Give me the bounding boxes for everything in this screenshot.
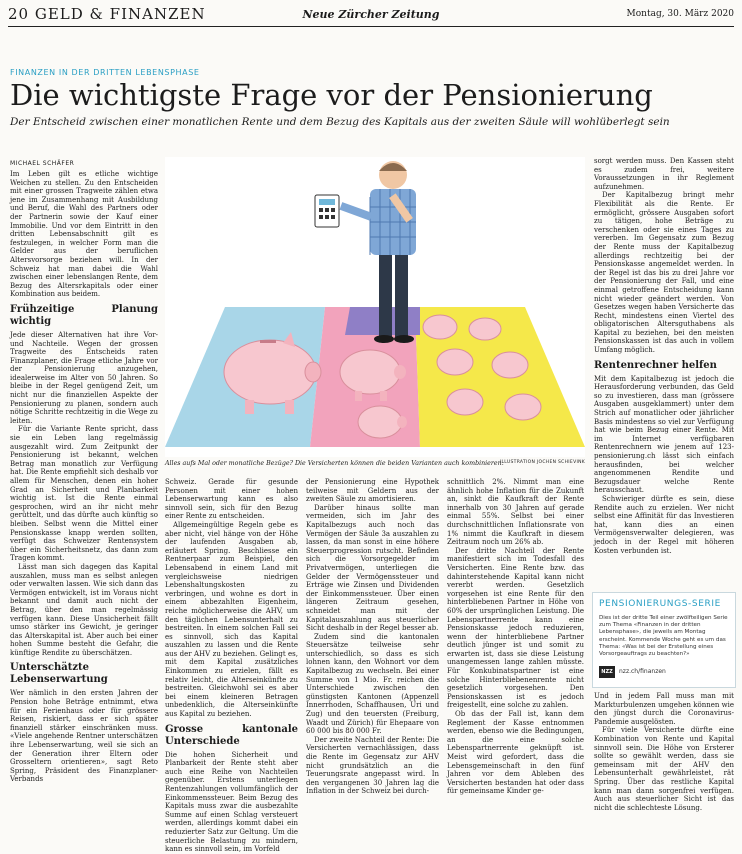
article-author: MICHAEL SCHÄFER xyxy=(10,160,75,167)
column-4 xyxy=(447,478,584,796)
paragraph: Darüber hinaus sollte man vermeiden, sich im Jahr des Kapitalbezugs auch noch das Vermögen der Säule 3a auszahlen zu lassen, da man sonst in eine höhere Steuerprogression rutscht. Befinden sich die Vorsorgegelder im Privatvermögen, unterliegen die Gelder der Vermögenssteuer und Erträge wie Zinsen und Dividenden der Einkommenssteuer. Über einen längeren Zeitraum gesehen, schneidet man mit der Kapitalauszahlung aus steuerlicher Sicht deshalb in der Regel besser ab. xyxy=(306,503,439,633)
series-link[interactable]: nzz.ch/finanzen xyxy=(619,668,666,675)
section-title: 20 GELD & FINANZEN xyxy=(8,5,206,23)
series-title: PENSIONIERUNGS-SERIE xyxy=(599,599,721,609)
paragraph: Der dritte Nachteil der Rente manifestiert sich im Todesfall des Versicherten. Eine Rente bzw. das dahinterstehende Kapital kann nicht vererbt werden. Gesetzlich vorgesehen ist eine Rente für den hinterbliebenen Partner in Höhe von 60% der ursprünglichen Leistung. Die Lebenspartnerrente kann eine Pensionskasse jedoch reduzieren, wenn der hinterbliebene Partner deutlich jünger ist und somit zu erwarten ist, dass sie diese Leistung unangemessen lange zahlen müsste. Für Konkubinatspartner ist eine solche Hinterbliebenenrente nicht gesetzlich vorgesehen. Den Pensionskassen ist es jedoch freigestellt, eine solche zu zahlen. xyxy=(447,546,584,710)
paragraph: Allgemeingültige Regeln gebe es aber nicht, viel hänge von der Höhe der laufenden Ausgaben ab, erläutert Spring. Beschliesse ein Rentnerpaar zum Beispiel, den Lebensabend in einem Land mit vergleichsweise niedrigen Lebenshaltungskosten zu verbringen, und wohne es dort in einem abbezahlten Eigenheim, reiche möglicherweise die AHV, um den täglichen Lebensunterhalt zu bestreiten. In einem solchen Fall sei es sinnvoll, sich das Kapital auszahlen zu lassen und die Rente aus der AHV zu beziehen. Gelingt es, mit dem Kapital zusätzliches Einkommen zu erzielen, fällt es relativ leicht, die Alterseinkünfte zu bestreiten. Gleichwohl sei es aber bei einem kleineren Betragen unbedenklich, die Alterseinkünfte aus Kapital zu beziehen. xyxy=(165,520,298,719)
column-5-continued xyxy=(594,692,734,812)
paragraph: schnittlich 2%. Nimmt man eine ähnlich hohe Inflation für die Zukunft an, sinkt die Kaufkraft der Rente innerhalb von 30 Jahren auf gerade einmal 55%. Selbst bei einer durchschnittlichen Inflationsrate von 1% nimmt die Kaufkraft in diesem Zeitraum noch um 26% ab. xyxy=(447,478,584,547)
paragraph: Jede dieser Alternativen hat ihre Vor- und Nachteile. Wegen der grossen Tragweite des Entscheids raten Finanzplaner, die Frage etliche Jahre vor der Pensionierung anzugehen, idealerweise im Alter von 50 Jahren. So bleibe in der Regel genügend Zeit, um nicht nur die finanziellen Aspekte der Pensionierung zu planen, sondern auch nötige Schritte rechtzeitig in die Wege zu leiten. xyxy=(10,330,158,425)
paragraph: Der zweite Nachteil der Rente: Die Versicherten vernachlässigen, dass die Rente im Gegensatz zur AHV nicht grundsätzlich an die Teuerungsrate angepasst wird. In den vergangenen 30 Jahren lag die Inflation in der Schweiz bei durch- xyxy=(306,735,439,796)
figure-credit: ILLUSTRATION JOCHEN SCHIEVINK xyxy=(499,460,585,465)
paragraph: Und in jedem Fall muss man mit Markturbulenzen umgehen können wie den jüngst durch die Coronavirus-Pandemie ausgelösten. xyxy=(594,692,734,726)
article-headline: Die wichtigste Frage vor der Pensionierung xyxy=(10,78,653,112)
paragraph: Für viele Versicherte dürfte eine Kombination von Rente und Kapital sinnvoll sein. Die Höhe von Ersterer sollte so gewählt werden, dass sie gemeinsam mit der AHV den Lebensunterhalt gewährleistet, rät Spring. Über das restliche Kapital kann man dann sorgenfrei verfügen. Auch aus steuerlicher Sicht ist das nicht die schlechteste Lösung. xyxy=(594,726,734,812)
subheading: Rentenrechner helfen xyxy=(594,359,717,371)
paragraph: Mit dem Kapitalbezug ist jedoch die Herausforderung verbunden, das Geld so zu investieren, dass man (grössere Ausgaben ausgeklammert) unter dem Strich auf monatlicher oder jährlicher Basis mindestens so viel zur Verfügung hat wie beim Bezug einer Rente. Mit im Internet verfügbaren Rentenrechnern wie jenem auf 123-pensionierung.ch lässt sich einfach herausfinden, bei welcher angenommenen Rendite und Bezugsdauer welche Rente herausschaut. xyxy=(594,374,734,495)
column-1 xyxy=(10,170,158,790)
subheading: Unterschätzte Lebenserwartung xyxy=(10,662,108,686)
masthead: Neue Zürcher Zeitung xyxy=(302,8,440,21)
paragraph: sorgt werden muss. Den Kassen steht es zudem frei, weitere Voraussetzungen in ihr Reglement aufzunehmen. xyxy=(594,157,734,191)
paragraph: Ob das der Fall ist, kann dem Reglement der Kasse entnommen werden, ebenso wie die Bedingungen, an die eine solche Lebenspartnerrente geknüpft ist. Meist wird gefordert, dass die Lebensgemeinschaft in den fünf Jahren vor dem Ableben des Versicherten bestanden hat oder dass für gemeinsame Kinder ge- xyxy=(447,710,584,796)
nzz-logo: NZZ xyxy=(599,666,615,678)
paragraph: Der Kapitalbezug bringt mehr Flexibilität als die Rente. Er ermöglicht, grössere Ausgaben sofort zu tätigen, hohe Beträge zu verschenken oder sie eines Tages zu vererben. Im Gegensatz zum Bezug der Rente muss der Kapitalbezug allerdings rechtzeitig bei der Pensionskasse angemeldet werden. In der Regel ist das bis zu drei Jahre vor der Pensionierung der Fall, und eine einmal getroffene Entscheidung kann nicht wieder geändert werden. Von Gesetzes wegen haben Versicherte das Recht, mindestens einen Viertel des obligatorischen Altersguthabens als Kapital zu beziehen, bei den meisten Pensionskassen ist das auch in vollem Umfang möglich. xyxy=(594,191,734,355)
article-illustration xyxy=(165,157,585,457)
column-5 xyxy=(594,157,734,587)
article-lead: Der Entscheid zwischen einer monatlichen Rente und dem Bezug des Kapitals aus der zweiten Säule will wohlüberlegt sein xyxy=(10,116,670,128)
column-2 xyxy=(165,478,298,854)
column-3 xyxy=(306,478,439,796)
page-header xyxy=(8,4,734,27)
paragraph: Im Leben gilt es etliche wichtige Weichen zu stellen. Zu den Entscheiden mit einer grossen Tragweite zählen etwa jene im Zusammenhang mit Ausbildung und Beruf, die Wahl des Partners oder der Partnerin sowie der Kauf einer Immobilie. Und vor dem Eintritt in den dritten Lebensabschnitt gilt es festzulegen, in welcher Form man die Gelder aus der beruflichen Altersvorsorge beziehen will. In der Schweiz hat man dabei die Wahl zwischen einer lebenslangen Rente, dem Bezug des Altersrkapitals oder einer Kombination aus beidem. xyxy=(10,170,158,299)
paragraph: Die hohen Sicherheit und Planbarkeit der Rente steht aber auch eine Reihe von Nachteilen gegenüber. Erstens unterliegen Rentenzahlungen vollumfänglich der Einkommenssteuer. Beim Bezug des Kapitals muss zwar die ausbezahlte Summe auf einen Schlag versteuert werden, allerdings kommt dabei ein reduzierter Satz zur Geltung. Um die steuerliche Belastung zu mindern, kann es sinnvoll sein, im Vorfeld xyxy=(165,750,298,854)
paragraph: Schwieriger dürfte es sein, diese Rendite auch zu erzielen. Wer nicht selbst eine Affinität für das Investieren hat, kann dies an einen Vermögensverwalter delegieren, was jedoch in der Regel mit höheren Kosten verbunden ist. xyxy=(594,494,734,555)
paragraph: Schweiz. Gerade für gesunde Personen mit einer hohen Lebenserwartung kann es also sinnvoll sein, sich für den Bezug einer Rente zu entscheiden. xyxy=(165,478,298,521)
series-info-box xyxy=(592,592,736,688)
figure-caption: Alles aufs Mal oder monatliche Bezüge? Die Versicherten können die beiden Varianten auch kombinieren. xyxy=(165,460,504,467)
illustration-svg xyxy=(165,157,585,457)
paragraph: Lässt man sich dagegen das Kapital auszahlen, muss man es selbst anlegen oder verwalten lassen. Wie sich dann das Vermögen entwickelt, ist im Voraus nicht bekannt und damit auch nicht der Betrag, über den man regelmässig verfügen kann. Diese Unsicherheit fällt umso stärker ins Gewicht, je geringer das Alterskapital ist. Aber auch bei einer hohen Summe besteht die Gefahr, die künftige Rendite zu überschätzen. xyxy=(10,562,158,657)
series-text: Dies ist der dritte Teil einer zwölfteiligen Serie zum Thema «Finanzen in der dritten Lebensphase», die jeweils am Montag erscheint. Kommende Woche geht es um das Thema: «Was ist bei der Erstellung eines Vorsorgeauftrags zu beachten?» xyxy=(599,615,728,658)
subheading: Grosse kantonale Unterschiede xyxy=(165,723,298,747)
subheading: Frühzeitige Planung wichtig xyxy=(10,303,158,327)
issue-date: Montag, 30. März 2020 xyxy=(626,9,734,19)
paragraph: Wer nämlich in den ersten Jahren der Pension hohe Beträge entnimmt, etwa für ein Ferienhaus oder für grössere Reisen, riskiert, dass er sich später finanziell stärker einschränken muss. «Viele angehende Rentner unterschätzen ihre Lebenserwartung, weil sie sich an der Generation ihrer Eltern oder Grosseltern orientieren», sagt Reto Spring, Präsident des Finanzplaner-Verbands xyxy=(10,689,158,784)
paragraph: Für die Variante Rente spricht, dass sie ein Leben lang regelmässig ausgezahlt wird. Zum Zeitpunkt der Pensionierung ist bekannt, welchen Betrag man monatlich zur Verfügung hat. Die Rente empfiehlt sich deshalb vor allem für Menschen, denen ein hoher Grad an Sicherheit und Planbarkeit wichtig ist. Ist die Rente einmal gesprochen, wird an ihr nicht mehr gerüttelt, und das dürfte auch künftig so bleiben. Selbst wenn die Mittel einer Pensionskasse knapp werden sollten, verfügt das Schweizer Rentensystem über ein Sicherheitsnetz, das dann zum Tragen kommt. xyxy=(10,425,158,563)
article-kicker: FINANZEN IN DER DRITTEN LEBENSPHASE xyxy=(10,68,200,77)
paragraph: der Pensionierung eine Hypothek teilweise mit Geldern aus der zweiten Säule zu amortisieren. xyxy=(306,478,439,504)
paragraph: Zudem sind die kantonalen Steuersätze teilweise sehr unterschiedlich, so dass es sich lohnen kann, den Wohnort vor dem Kapitalbezug zu wechseln. Bei einer Summe von 1 Mio. Fr. reichen die Unterschiede zwischen den günstigsten Kantonen (Appenzell Innerrhoden, Schaffhausen, Uri und Zug) und den teuersten (Freiburg, Waadt und Zürich) für Ehepaare von 60 000 bis 80 000 Fr. xyxy=(306,632,439,736)
